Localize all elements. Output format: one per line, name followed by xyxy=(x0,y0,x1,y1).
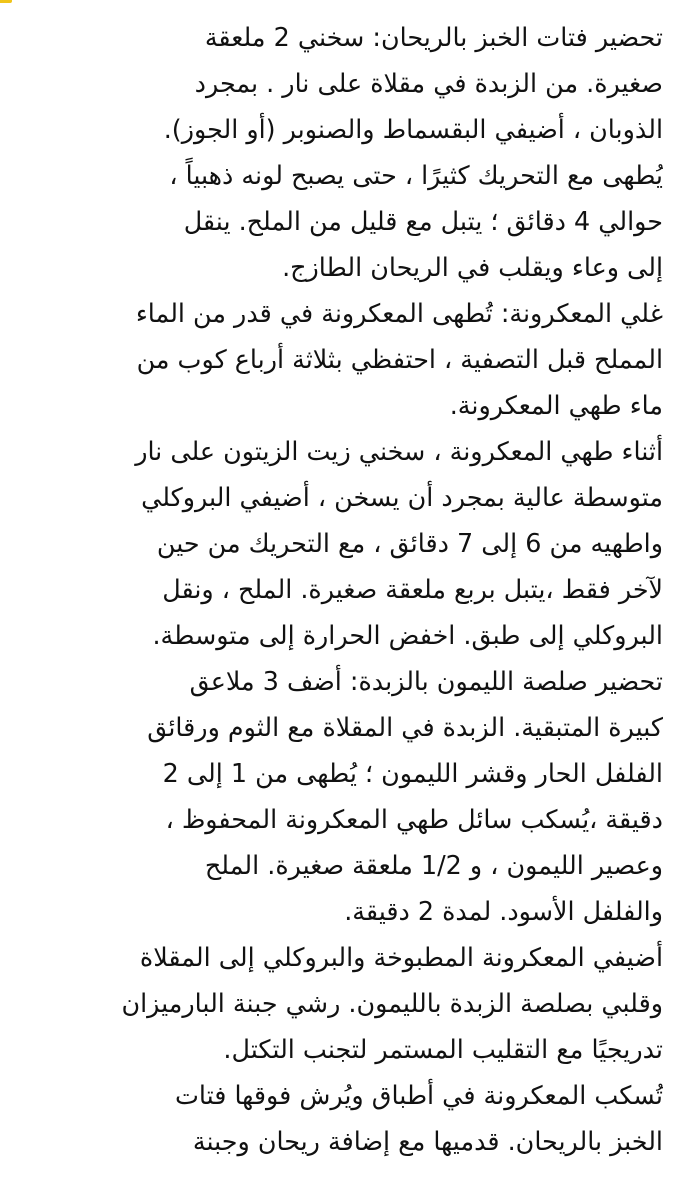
text-line: وقلبي بصلصة الزبدة بالليمون. رشي جبنة البارميزان xyxy=(121,988,663,1018)
text-line: متوسطة عالية بمجرد أن يسخن ، أضيفي البروكلي xyxy=(141,482,663,512)
text-line: تحضير صلصة الليمون بالزبدة: أضف 3 ملاعق xyxy=(189,666,663,696)
text-line: البروكلي إلى طبق. اخفض الحرارة إلى متوسطة. xyxy=(152,620,663,650)
text-line: أضيفي المعكرونة المطبوخة والبروكلي إلى المقلاة xyxy=(139,942,663,972)
text-line: يُطهى مع التحريك كثيرًا ، حتى يصبح لونه ذهبياً ، xyxy=(169,160,663,190)
text-line: الخبز بالريحان. قدميها مع إضافة ريحان وجبنة xyxy=(192,1126,663,1156)
text-line: غلي المعكرونة: تُطهى المعكرونة في قدر من الماء xyxy=(135,298,663,328)
text-line: صغيرة. من الزبدة في مقلاة على نار . بمجرد xyxy=(194,68,663,98)
text-line: الذوبان ، أضيفي البقسماط والصنوبر (أو الجوز). xyxy=(163,114,663,144)
text-line: تدريجيًا مع التقليب المستمر لتجنب التكتل. xyxy=(223,1034,663,1064)
text-line: تحضير فتات الخبز بالريحان: سخني 2 ملعقة xyxy=(204,22,663,52)
text-line: حوالي 4 دقائق ؛ يتبل مع قليل من الملح. ينقل xyxy=(183,206,663,236)
text-line: تُسكب المعكرونة في أطباق ويُرش فوقها فتات xyxy=(174,1080,663,1110)
recipe-text xyxy=(14,14,663,1164)
text-line: الفلفل الحار وقشر الليمون ؛ يُطهى من 1 إلى 2 xyxy=(162,758,663,788)
text-line: دقيقة ،يُسكب سائل طهي المعكرونة المحفوظ ، xyxy=(165,804,663,834)
text-line: واطهيه من 6 إلى 7 دقائق ، مع التحريك من حين xyxy=(156,528,663,558)
accent-mark xyxy=(0,0,12,3)
text-line: أثناء طهي المعكرونة ، سخني زيت الزيتون على نار xyxy=(135,436,663,466)
text-line: ماء طهي المعكرونة. xyxy=(449,390,663,420)
text-line: إلى وعاء ويقلب في الريحان الطازج. xyxy=(282,252,663,282)
text-line: والفلفل الأسود. لمدة 2 دقيقة. xyxy=(344,896,663,926)
text-line: وعصير الليمون ، و 1/2 ملعقة صغيرة. الملح xyxy=(204,850,663,880)
text-line: كبيرة المتبقية. الزبدة في المقلاة مع الثوم ورقائق xyxy=(147,712,663,742)
text-line: المملح قبل التصفية ، احتفظي بثلاثة أرباع كوب من xyxy=(136,344,663,374)
text-line: لآخر فقط ،يتبل بربع ملعقة صغيرة. الملح ، ونقل xyxy=(162,574,663,604)
